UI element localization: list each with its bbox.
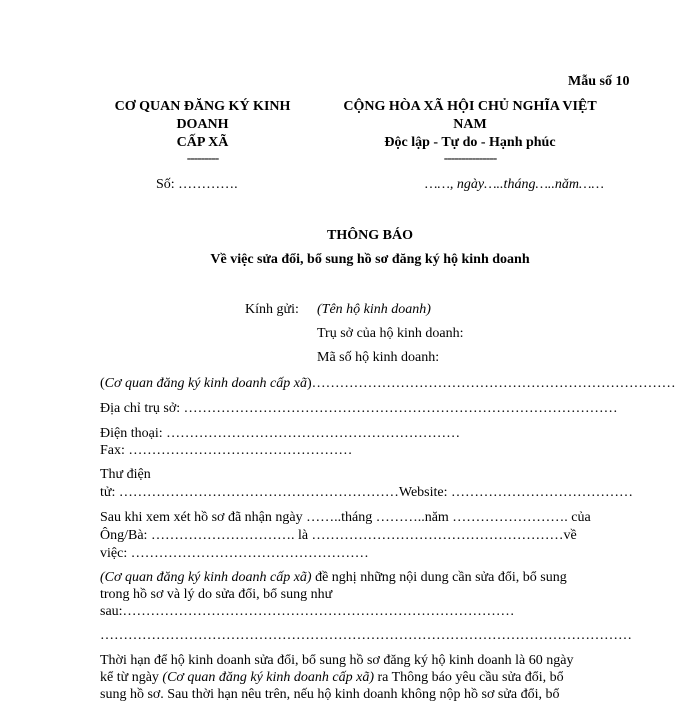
agency-level: CẤP XÃ [176, 135, 229, 150]
review-line3: việc: …………………………………………… [100, 546, 369, 561]
agency-name-line2: DOANH [176, 117, 229, 132]
recipient-business-code: Mã số hộ kinh doanh: [317, 350, 440, 365]
notice-subtitle: Về việc sửa đổi, bổ sung hồ sơ đăng ký hộ kinh doanh [210, 252, 530, 267]
motto-rule: --------------- [443, 150, 497, 165]
notice-title: THÔNG BÁO [327, 228, 413, 243]
request-line2: trong hồ sơ và lý do sửa đổi, bổ sung như [100, 587, 333, 602]
recipient-office: Trụ sở của hộ kinh doanh: [317, 326, 464, 341]
form-number: Mẫu số 10 [568, 74, 630, 89]
review-line2: Ông/Bà: …………………………. là ………………………………………………về [100, 528, 577, 543]
request-line1 [100, 570, 567, 586]
deadline-pre: kể từ ngày [100, 670, 163, 685]
email-label-line1: Thư điện [100, 467, 151, 482]
address-field: Địa chỉ trụ sở: ………………………………………………………………………………… [100, 401, 618, 416]
review-line1: Sau khi xem xét hồ sơ đã nhận ngày ……..tháng ………..năm ……………………. của [100, 510, 591, 525]
deadline-line1: Thời hạn để hộ kinh doanh sửa đổi, bổ sung hồ sơ đăng ký hộ kinh doanh là 60 ngày [100, 653, 574, 668]
agency-placeholder: Cơ quan đăng ký kinh doanh cấp xã [104, 376, 307, 391]
republic-name-line2: NAM [453, 117, 487, 132]
email-website-field: tử: ……………………………………………………Website: ………………………………… [100, 485, 634, 500]
deadline-line2 [100, 670, 564, 686]
agency-dots: )…………………………………………………………………… [306, 376, 676, 391]
agency-name-line1: CƠ QUAN ĐĂNG KÝ KINH [114, 99, 291, 114]
blank-dotted-line: …………………………………………………………………………………………………… [100, 628, 632, 643]
agency-rule: --------- [186, 150, 219, 165]
recipient-label: Kính gửi: [245, 302, 299, 317]
request-agency-placeholder: (Cơ quan đăng ký kinh doanh cấp xã) [100, 570, 312, 585]
deadline-agency-placeholder: (Cơ quan đăng ký kinh doanh cấp xã) [162, 670, 374, 685]
agency-field-line [100, 376, 676, 392]
fax-field: Fax: ………………………………………… [100, 443, 353, 458]
agency-open-paren: ( [100, 376, 105, 391]
deadline-line3: sung hồ sơ. Sau thời hạn nêu trên, nếu hộ kinh doanh không nộp hồ sơ sửa đổi, bổ [100, 687, 560, 702]
phone-field: Điện thoại: ……………………………………………………… [100, 426, 461, 441]
republic-name-line1: CỘNG HÒA XÃ HỘI CHỦ NGHĨA VIỆT [343, 99, 597, 114]
document-date: ……, ngày…..tháng…..năm…… [425, 177, 604, 192]
recipient-name: (Tên hộ kinh doanh) [317, 302, 431, 317]
request-text: đề nghị những nội dung cần sửa đổi, bổ sung [311, 570, 567, 585]
request-line3: sau:………………………………………………………………………… [100, 604, 515, 619]
national-motto: Độc lập - Tự do - Hạnh phúc [384, 135, 556, 150]
deadline-post: ra Thông báo yêu cầu sửa đổi, bổ [374, 670, 564, 685]
document-number: Số: …………. [156, 177, 238, 192]
